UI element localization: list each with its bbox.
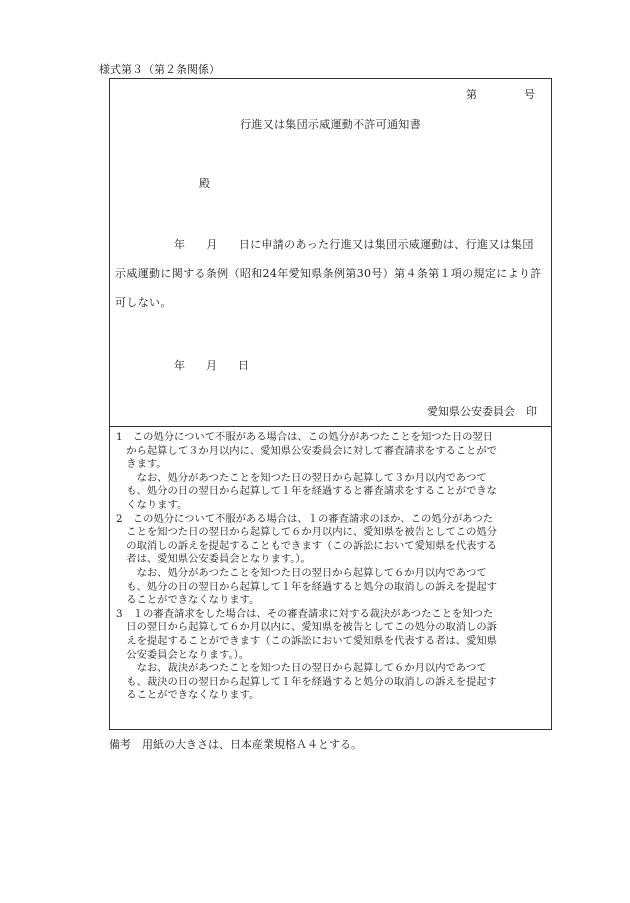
note-line: 1 この処分について不服がある場合は、この処分があつたことを知つた日の翌日: [116, 431, 494, 443]
note-line: なお、処分があつたことを知つた日の翌日から起算して６か月以内であつて: [116, 566, 487, 579]
note-line: 2 この処分について不服がある場合は、１の審査請求のほか、この処分があつた: [116, 512, 494, 525]
note-line: ることができなくなります。: [116, 689, 260, 702]
note-line: ることができなくなります。: [116, 594, 260, 607]
note-line: 日の翌日から起算して６か月以内に、愛知県を被告としてこの処分の取消しの訴: [116, 621, 497, 634]
issue-day: 日: [238, 359, 249, 372]
document-number-suffix: 号: [524, 88, 535, 101]
note-line: も、処分の日の翌日から起算して１年を経過すると審査請求をすることができな: [116, 485, 497, 498]
note-line: ことを知つた日の翌日から起算して６か月以内に、愛知県を被告としてこの処分: [116, 526, 497, 539]
note-line: も、裁決の日の翌日から起算して１年を経過すると処分の取消しの訴えを提起す: [116, 675, 497, 688]
note-line: 者は、愛知県公安委員会となります。）。: [116, 553, 311, 566]
addressee-honorific: 殿: [199, 177, 210, 190]
issue-date: [174, 359, 249, 373]
note-line: も、処分の日の翌日から起算して１年を経過すると処分の取消しの訴えを提起す: [116, 580, 497, 593]
issue-year: 年: [174, 359, 185, 372]
document-number-label: 第: [466, 88, 477, 101]
note-line: から起算して３か月以内に、愛知県公安委員会に対して審査請求をすることがで: [116, 444, 497, 457]
notice-form-frame: [109, 78, 552, 730]
note-line: くなります。: [116, 498, 188, 511]
notes-section: [116, 431, 546, 703]
body-line-2: 示威運動に関する条例（昭和24年愛知県条例第30号）第４条第１項の規定により許: [115, 267, 542, 280]
note-line: の取消しの訴えを提起することもできます（この訴訟において愛知県を代表する: [116, 539, 497, 552]
issuing-authority-seal: 愛知県公安委員会 印: [427, 405, 537, 418]
document-title: 行進又は集団示威運動不許可通知書: [240, 118, 421, 131]
form-number-label: 様式第３（第２条関係）: [99, 63, 220, 76]
note-line: なお、処分があつたことを知つた日の翌日から起算して３か月以内であつて: [116, 471, 487, 484]
issue-month: 月: [206, 359, 217, 372]
body-year: 年: [174, 238, 186, 251]
note-line: 公安委員会となります。）。: [116, 648, 250, 661]
body-line-1: [115, 238, 534, 252]
notes-divider: [110, 426, 551, 427]
remark-paper-size: 備考 用紙の大きさは、日本産業規格Ａ４とする。: [109, 738, 362, 751]
body-line-3: 可しない。: [115, 296, 172, 309]
body-line-1-text: 日に申請のあった行進又は集団示威運動は、行進又は集団: [238, 238, 534, 251]
note-line: なお、裁決があつたことを知つた日の翌日から起算して６か月以内であつて: [116, 662, 487, 675]
body-month: 月: [206, 238, 218, 251]
note-line: えを提起することができます（この訴訟において愛知県を代表する者は、愛知県: [116, 634, 497, 647]
note-line: 3 １の審査請求をした場合は、その審査請求に対する裁決があつたことを知つた: [116, 607, 494, 620]
note-line: きます。: [116, 458, 167, 471]
